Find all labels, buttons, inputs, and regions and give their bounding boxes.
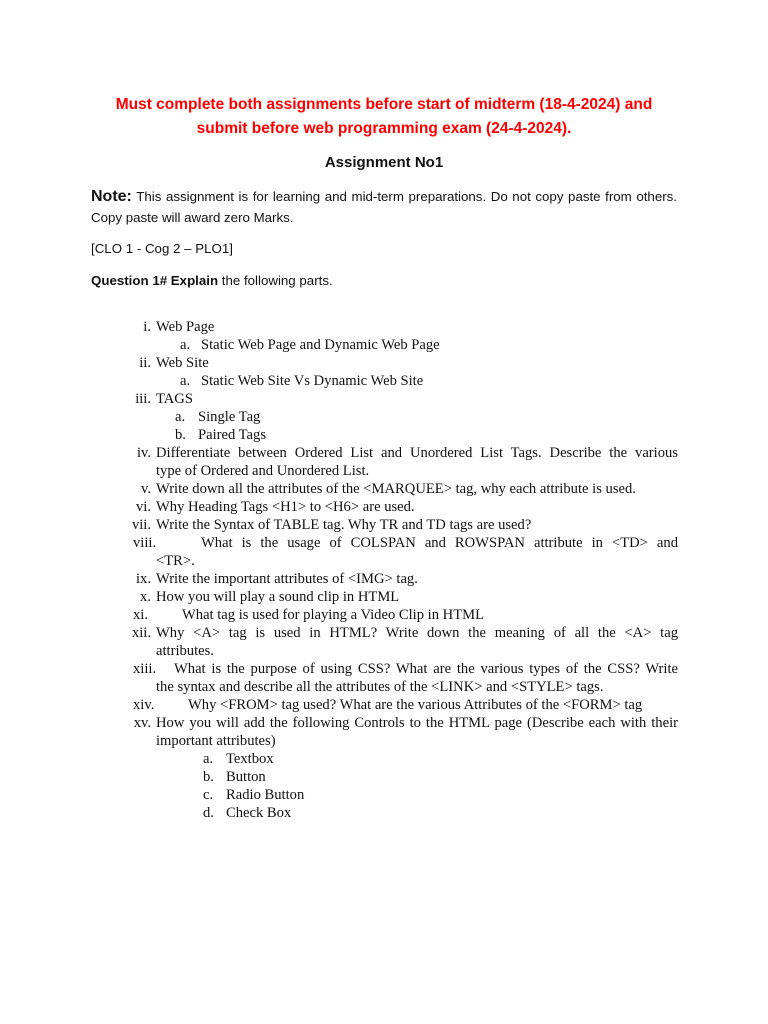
- list-item-number: v.: [141, 481, 151, 497]
- list-subitem-text: Paired Tags: [198, 427, 267, 443]
- list-item-text: Why Heading Tags <H1> to <H6> are used.: [156, 499, 415, 515]
- list-item-continuation: [0, 462, 768, 480]
- list-item-continuation: [0, 678, 768, 696]
- list-item-text: Write down all the attributes of the <MARQUEE> tag, why each attribute is used.: [156, 481, 636, 497]
- list-item-continuation: [0, 552, 768, 570]
- list-item-text: <TR>.: [156, 553, 195, 569]
- list-item-text: attributes.: [156, 643, 214, 659]
- list-subitem-letter: c.: [203, 787, 214, 803]
- list-item: [0, 480, 768, 498]
- list-item: [0, 588, 768, 606]
- list-subitem-text: Check Box: [226, 805, 292, 821]
- list-subitem: [0, 408, 768, 426]
- list-item-text: Write the important attributes of <IMG> tag.: [156, 571, 418, 587]
- list-subitem-letter: d.: [203, 805, 214, 821]
- list-item-text: type of Ordered and Unordered List.: [156, 463, 370, 479]
- list-item-number: xii.: [131, 625, 151, 641]
- list-item: [0, 354, 768, 372]
- list-item-continuation: [0, 642, 768, 660]
- list-item-number: ix.: [136, 571, 151, 587]
- list-subitem-text: Radio Button: [226, 787, 305, 803]
- deadline-line-1: Must complete both assignments before start of midterm (18-4-2024) and: [115, 96, 653, 113]
- list-item-number: ii.: [139, 355, 151, 371]
- list-item-text: What is the purpose of using CSS? What are the various types of the CSS? Write: [174, 661, 678, 677]
- list-subitem-letter: b.: [203, 769, 214, 785]
- list-item-text: Why <A> tag is used in HTML? Write down the meaning of all the <A> tag: [156, 625, 678, 641]
- list-item: [0, 318, 768, 336]
- list-item: [0, 534, 768, 552]
- list-item-text: How you will add the following Controls to the HTML page (Describe each with their: [156, 715, 678, 731]
- list-subitem: [0, 786, 768, 804]
- list-item: [0, 444, 768, 462]
- note-paragraph: [91, 186, 677, 228]
- note-label: Note:: [91, 188, 132, 205]
- list-item-text: Web Page: [156, 319, 215, 335]
- list-subitem: [0, 372, 768, 390]
- question-instruction: the following parts.: [218, 273, 333, 288]
- list-item: [0, 570, 768, 588]
- list-item: [0, 696, 768, 714]
- list-item-number: i.: [143, 319, 151, 335]
- list-item-text: important attributes): [156, 733, 276, 749]
- list-item-number: xv.: [133, 715, 151, 731]
- list-subitem: [0, 336, 768, 354]
- list-item-number: x.: [140, 589, 151, 605]
- list-subitem-letter: b.: [175, 427, 186, 443]
- list-item: [0, 606, 768, 624]
- list-item-number: xiii.: [133, 661, 157, 677]
- list-subitem: [0, 768, 768, 786]
- list-subitem-text: Single Tag: [198, 409, 261, 425]
- list-item-number: vi.: [136, 499, 151, 515]
- note-text: This assignment is for learning and mid-term preparations. Do not copy paste from others. Copy paste will award zero Marks.: [91, 189, 677, 225]
- list-subitem: [0, 426, 768, 444]
- list-subitem-text: Static Web Page and Dynamic Web Page: [201, 337, 440, 353]
- list-item-text: the syntax and describe all the attributes of the <LINK> and <STYLE> tags.: [156, 679, 604, 695]
- list-subitem: [0, 804, 768, 822]
- list-item-text: What is the usage of COLSPAN and ROWSPAN attribute in <TD> and: [201, 535, 678, 551]
- list-item-continuation: [0, 732, 768, 750]
- list-item-number: iii.: [135, 391, 151, 407]
- list-item-text: What tag is used for playing a Video Clip in HTML: [182, 607, 485, 623]
- list-item: [0, 390, 768, 408]
- list-subitem-letter: a.: [203, 751, 214, 767]
- list-item: [0, 516, 768, 534]
- list-item-number: viii.: [133, 535, 157, 551]
- list-subitem: [0, 750, 768, 768]
- list-item-text: Differentiate between Ordered List and Unordered List Tags. Describe the various: [156, 445, 678, 461]
- list-subitem-letter: a.: [175, 409, 186, 425]
- list-item: [0, 660, 768, 678]
- question-label: Question 1# Explain: [91, 273, 219, 288]
- list-item: [0, 624, 768, 642]
- list-subitem-text: Textbox: [226, 751, 274, 767]
- deadline-banner: [60, 93, 708, 141]
- list-subitem-letter: a.: [180, 373, 191, 389]
- list-subitem-letter: a.: [180, 337, 191, 353]
- list-item-number: xiv.: [133, 697, 155, 713]
- assignment-title: Assignment No1: [324, 154, 444, 171]
- list-item-text: Write the Syntax of TABLE tag. Why TR and TD tags are used?: [156, 517, 532, 533]
- list-item: [0, 498, 768, 516]
- list-subitem-text: Button: [226, 769, 266, 785]
- list-item-text: Web Site: [156, 355, 209, 371]
- clo-reference: [CLO 1 - Cog 2 – PLO1]: [91, 241, 233, 256]
- list-item-text: How you will play a sound clip in HTML: [156, 589, 400, 605]
- question-parts-list: [0, 318, 768, 822]
- list-item-text: TAGS: [156, 391, 193, 407]
- list-subitem-text: Static Web Site Vs Dynamic Web Site: [201, 373, 424, 389]
- list-item-text: Why <FROM> tag used? What are the various Attributes of the <FORM> tag: [188, 697, 643, 713]
- question-heading: [91, 272, 333, 290]
- list-item-number: xi.: [133, 607, 148, 623]
- deadline-line-2: submit before web programming exam (24-4-2024).: [196, 120, 572, 137]
- list-item: [0, 714, 768, 732]
- list-item-number: vii.: [131, 517, 151, 533]
- list-item-number: iv.: [136, 445, 151, 461]
